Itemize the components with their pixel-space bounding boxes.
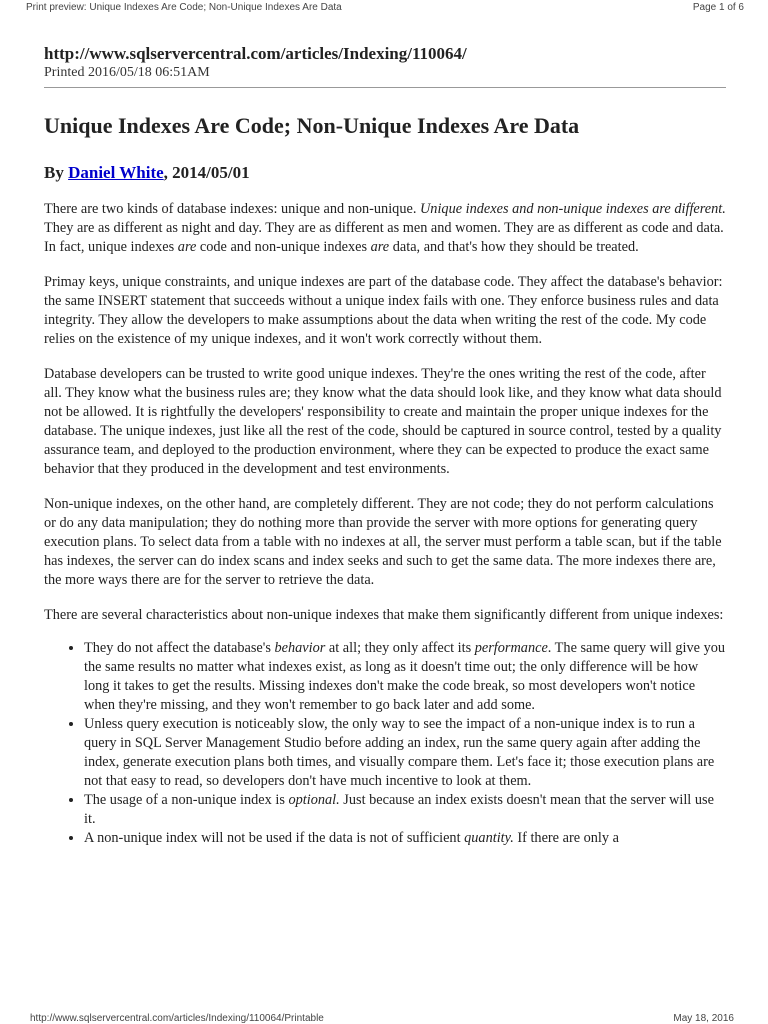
list-item [84, 829, 726, 848]
paragraph-5: There are several characteristics about non-unique indexes that make them significantly different from unique indexes: [44, 607, 724, 623]
by-label: By [44, 163, 64, 182]
article-url: http://www.sqlservercentral.com/articles/Indexing/110064/ [44, 44, 467, 63]
print-preview-title: Print preview: Unique Indexes Are Code; Non-Unique Indexes Are Data [26, 2, 342, 13]
characteristics-list [44, 639, 726, 848]
list-item-text: . The same query will give you the same results no matter what indexes exist, as long as it doesn't time out; the only difference will be how long it takes to get the results. Missing indexes don't make the code break, so most developers won't notice when they're missing, and they won't remember to go back later and add some. [84, 640, 726, 713]
publish-date: , 2014/05/01 [163, 163, 250, 182]
list-item-text: A non-unique index will not be used if the data is not of sufficient [84, 830, 465, 846]
list-item-emphasis: performance [474, 640, 548, 656]
page-indicator: Page 1 of 6 [692, 2, 744, 13]
list-item [84, 715, 726, 791]
paragraph-4: Non-unique indexes, on the other hand, are completely different. They are not code; they do not perform calculations or do any data manipulation; they do nothing more than provide the server with more options for generating query execution plans. To select data from a table with no indexes at all, the server must perform a table scan, but if the table has indexes, the server can do index scans and index seeks and such to get the same data. The more indexes there are, the more ways there are for the server to retrieve the data. [44, 496, 722, 588]
list-item [84, 791, 726, 829]
paragraph-2: Primay keys, unique constraints, and unique indexes are part of the database code. They affect the database's behavior: the same INSERT statement that succeeds without a unique index fails with one. They enforce business rules and data integrity. They allow the developers to make assumptions about the data when writing the rest of the code. My code relies on the existence of my unique indexes, and it won't work correctly without them. [44, 274, 723, 347]
p1-emphasis: Unique indexes and non-unique indexes are different. [419, 201, 726, 217]
list-item [84, 639, 726, 715]
p1-emphasis: are [177, 239, 197, 255]
footer-url: http://www.sqlservercentral.com/articles/Indexing/110064/Printable [30, 1013, 324, 1024]
list-item-text: Unless query execution is noticeably slow, the only way to see the impact of a non-unique index is to run a query in SQL Server Management Studio before adding an index, run the same query again after adding the index, generate execution plans both times, and visually compare them. Let's face it; those execution plans are not that easy to read, so developers don't have much incentive to look at them. [84, 716, 715, 789]
list-item-text: They do not affect the database's [84, 640, 275, 656]
article-page [44, 44, 726, 848]
footer-date: May 18, 2016 [673, 1013, 734, 1024]
list-item-emphasis: optional. [288, 792, 340, 808]
p1-text: There are two kinds of database indexes: unique and non-unique. [44, 201, 420, 217]
p1-text: data, and that's how they should be treated. [389, 239, 639, 255]
byline [44, 162, 726, 184]
p1-text: code and non-unique indexes [196, 239, 371, 255]
p1-text: They are as different as night and day. They are as different as men and women. They are as different as code and data. In fact, unique indexes [44, 220, 724, 255]
list-item-text: at all; they only affect its [325, 640, 475, 656]
list-item-emphasis: behavior [274, 640, 326, 656]
list-item-text: The usage of a non-unique index is [84, 792, 289, 808]
printed-timestamp: Printed 2016/05/18 06:51AM [44, 65, 210, 80]
list-item-text: Just because an index exists doesn't mean that the server will use it. [84, 792, 714, 827]
paragraph-1 [44, 200, 726, 257]
header-divider [44, 87, 726, 88]
article-title: Unique Indexes Are Code; Non-Unique Indexes Are Data [44, 113, 580, 138]
paragraph-3: Database developers can be trusted to write good unique indexes. They're the ones writing the rest of the code, after all. They know what the business rules are; they know what the data should look like, and they know what data should not be allowed. It is rightfully the developers' responsibility to create and maintain the proper unique indexes for the database. The unique indexes, just like all the rest of the code, should be captured in source control, tested by a quality assurance team, and deployed to the production environment, where they can be expected to produce the exact same behavior that they produced in the development and test environments. [44, 366, 722, 477]
list-item-text: If there are only a [513, 830, 619, 846]
p1-emphasis: are [370, 239, 390, 255]
author-link[interactable]: Daniel White [68, 163, 164, 182]
list-item-emphasis: quantity. [464, 830, 514, 846]
